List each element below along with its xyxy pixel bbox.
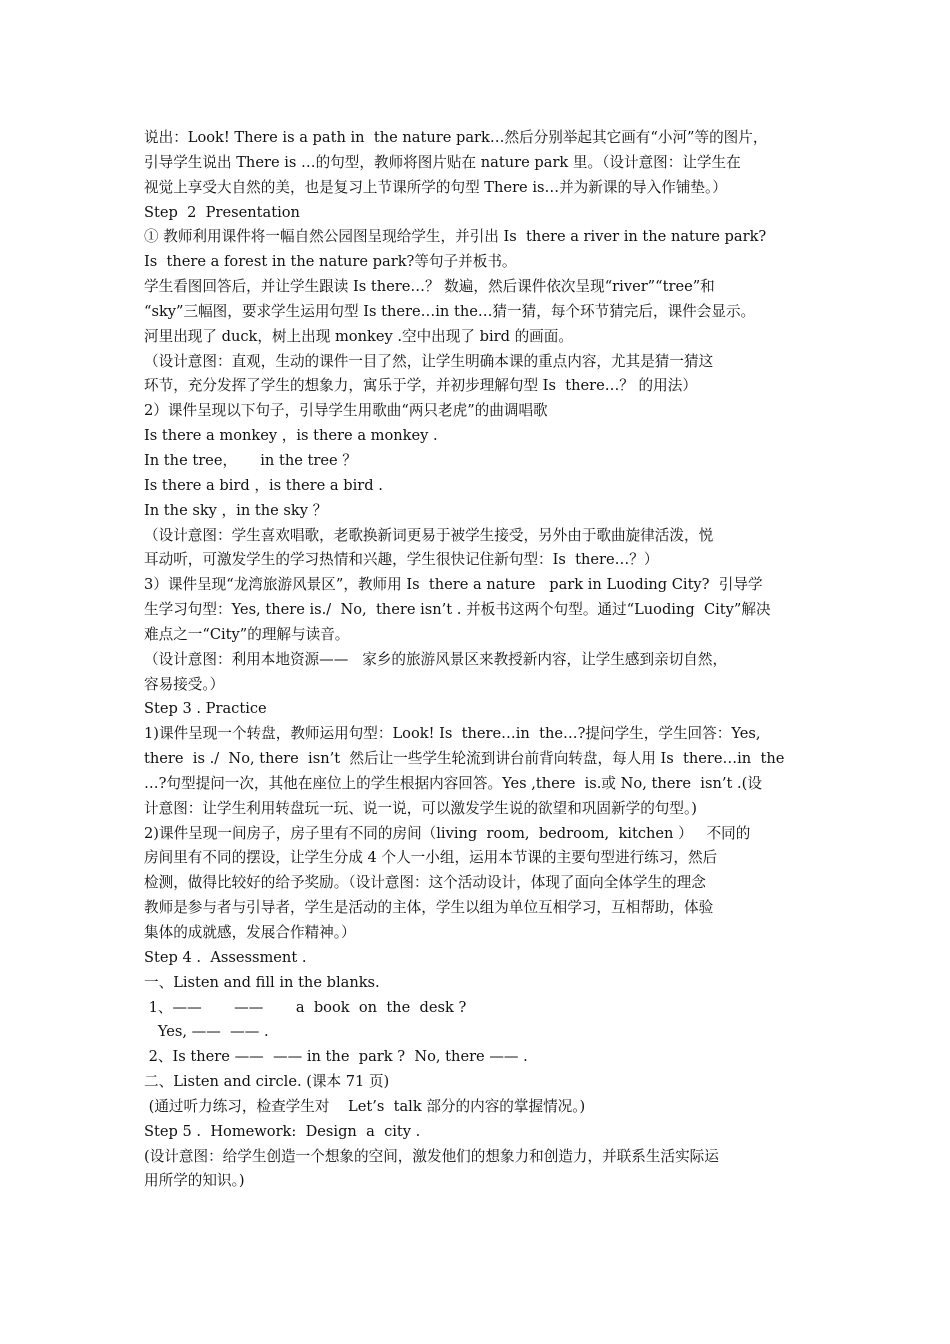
text-line: 2)课件呈现一间房子，房子里有不同的房间（living room, bedroom, kitchen ） 不同的 xyxy=(144,824,751,842)
text-line: 2、Is there —— —— in the park ? No, there —— . xyxy=(144,1048,528,1066)
text-line: In the tree， in the tree ？ xyxy=(144,451,357,469)
text-line: (通过听力练习，检查学生对 Let’s talk 部分的内容的掌握情况。) xyxy=(144,1097,586,1115)
text-line: In the sky ，in the sky ？ xyxy=(144,501,328,519)
text-line: “sky”三幅图，要求学生运用句型 Is there…in the…猜一猜，每个环节猜完后，课件会显示。 xyxy=(144,302,756,320)
text-line: 生学习句型：Yes, there is./ No, there isn’t . 并板书这两个句型。通过“Luoding City”解决 xyxy=(144,601,771,619)
text-line: 1)课件呈现一个转盘，教师运用句型：Look! Is there…in the…?提问学生，学生回答：Yes, xyxy=(144,725,761,743)
text-line: 计意图：让学生利用转盘玩一玩、说一说，可以激发学生说的欲望和巩固新学的句型。) xyxy=(144,799,697,817)
text-line: 2）课件呈现以下句子，引导学生用歌曲“两只老虎”的曲调唱歌 xyxy=(144,402,548,420)
text-line: 集体的成就感，发展合作精神。） xyxy=(144,924,356,941)
text-line: 3）课件呈现“龙湾旅游风景区”，教师用 Is there a nature park in Luoding City? 引导学 xyxy=(144,576,763,594)
text-line: （设计意图：直观，生动的课件一目了然，让学生明确本课的重点内容，尤其是猜一猜这 xyxy=(144,352,714,370)
text-line: Is there a forest in the nature park?等句子并板书。 xyxy=(144,253,517,271)
text-line: 难点之一“City”的理解与读音。 xyxy=(144,625,350,643)
text-line: 检测，做得比较好的给予奖励。（设计意图：这个活动设计，体现了面向全体学生的理念 xyxy=(144,874,706,892)
text-line: 引导学生说出 There is …的句型，教师将图片贴在 nature park 里。（设计意图：让学生在 xyxy=(144,153,741,171)
text-line: there is ./ No, there isn’t 然后让一些学生轮流到讲台前背向转盘，每人用 Is there…in the xyxy=(144,750,785,768)
text-line: 视觉上享受大自然的美，也是复习上节课所学的句型 There is…并为新课的导入作铺垫。） xyxy=(144,178,727,196)
text-line: 耳动听，可激发学生的学习热情和兴趣，学生很快记住新句型：Is there…？） xyxy=(144,551,659,569)
text-line: 一、Listen and fill in the blanks. xyxy=(144,973,380,991)
text-line: （设计意图：利用本地资源—— 家乡的旅游风景区来教授新内容，让学生感到亲切自然， xyxy=(144,650,728,668)
text-line: 河里出现了 duck，树上出现 monkey .空中出现了 bird 的画面。 xyxy=(144,327,573,345)
text-line: 教师是参与者与引导者，学生是活动的主体，学生以组为单位互相学习，互相帮助，体验 xyxy=(144,899,714,917)
text-line: 学生看图回答后，并让学生跟读 Is there…？ 数遍，然后课件依次呈现“river”“tree”和 xyxy=(144,278,715,296)
text-line: Step 4 . Assessment . xyxy=(144,948,307,966)
text-line: Is there a monkey ，is there a monkey . xyxy=(144,427,438,445)
text-line: Yes, —— —— . xyxy=(144,1023,269,1041)
text-line: （设计意图：学生喜欢唱歌，老歌换新词更易于被学生接受，另外由于歌曲旋律活泼，悦 xyxy=(144,526,714,544)
text-line: Step 5 . Homework: Design a city . xyxy=(144,1122,421,1140)
text-line: 用所学的知识。) xyxy=(144,1172,245,1190)
text-line: 说出：Look! There is a path in the nature park…然后分别举起其它画有“小河”等的图片， xyxy=(144,129,768,146)
text-line: 1、—— —— a book on the desk ? xyxy=(144,998,467,1016)
text-line: (设计意图：给学生创造一个想象的空间，激发他们的想象力和创造力，并联系生活实际运 xyxy=(144,1147,719,1165)
text-line: Step 3 . Practice xyxy=(144,700,267,718)
text-line: …?句型提问一次，其他在座位上的学生根据内容回答。Yes ,there is.或 No, there isn’t .(设 xyxy=(144,774,762,792)
text-line: Step 2 Presentation xyxy=(144,203,300,221)
text-line: ① 教师利用课件将一幅自然公园图呈现给学生，并引出 Is there a river in the nature park? xyxy=(144,228,767,246)
lesson-plan-text xyxy=(144,126,812,1194)
text-line: 容易接受。） xyxy=(144,675,225,693)
text-line: 二、Listen and circle. (课本 71 页) xyxy=(144,1073,390,1091)
text-line: 房间里有不同的摆设，让学生分成 4 个人一小组，运用本节课的主要句型进行练习，然后 xyxy=(144,849,718,867)
text-line: 环节，充分发挥了学生的想象力，寓乐于学，并初步理解句型 Is there…？ 的用法） xyxy=(144,377,697,395)
text-line: Is there a bird ，is there a bird . xyxy=(144,476,383,494)
